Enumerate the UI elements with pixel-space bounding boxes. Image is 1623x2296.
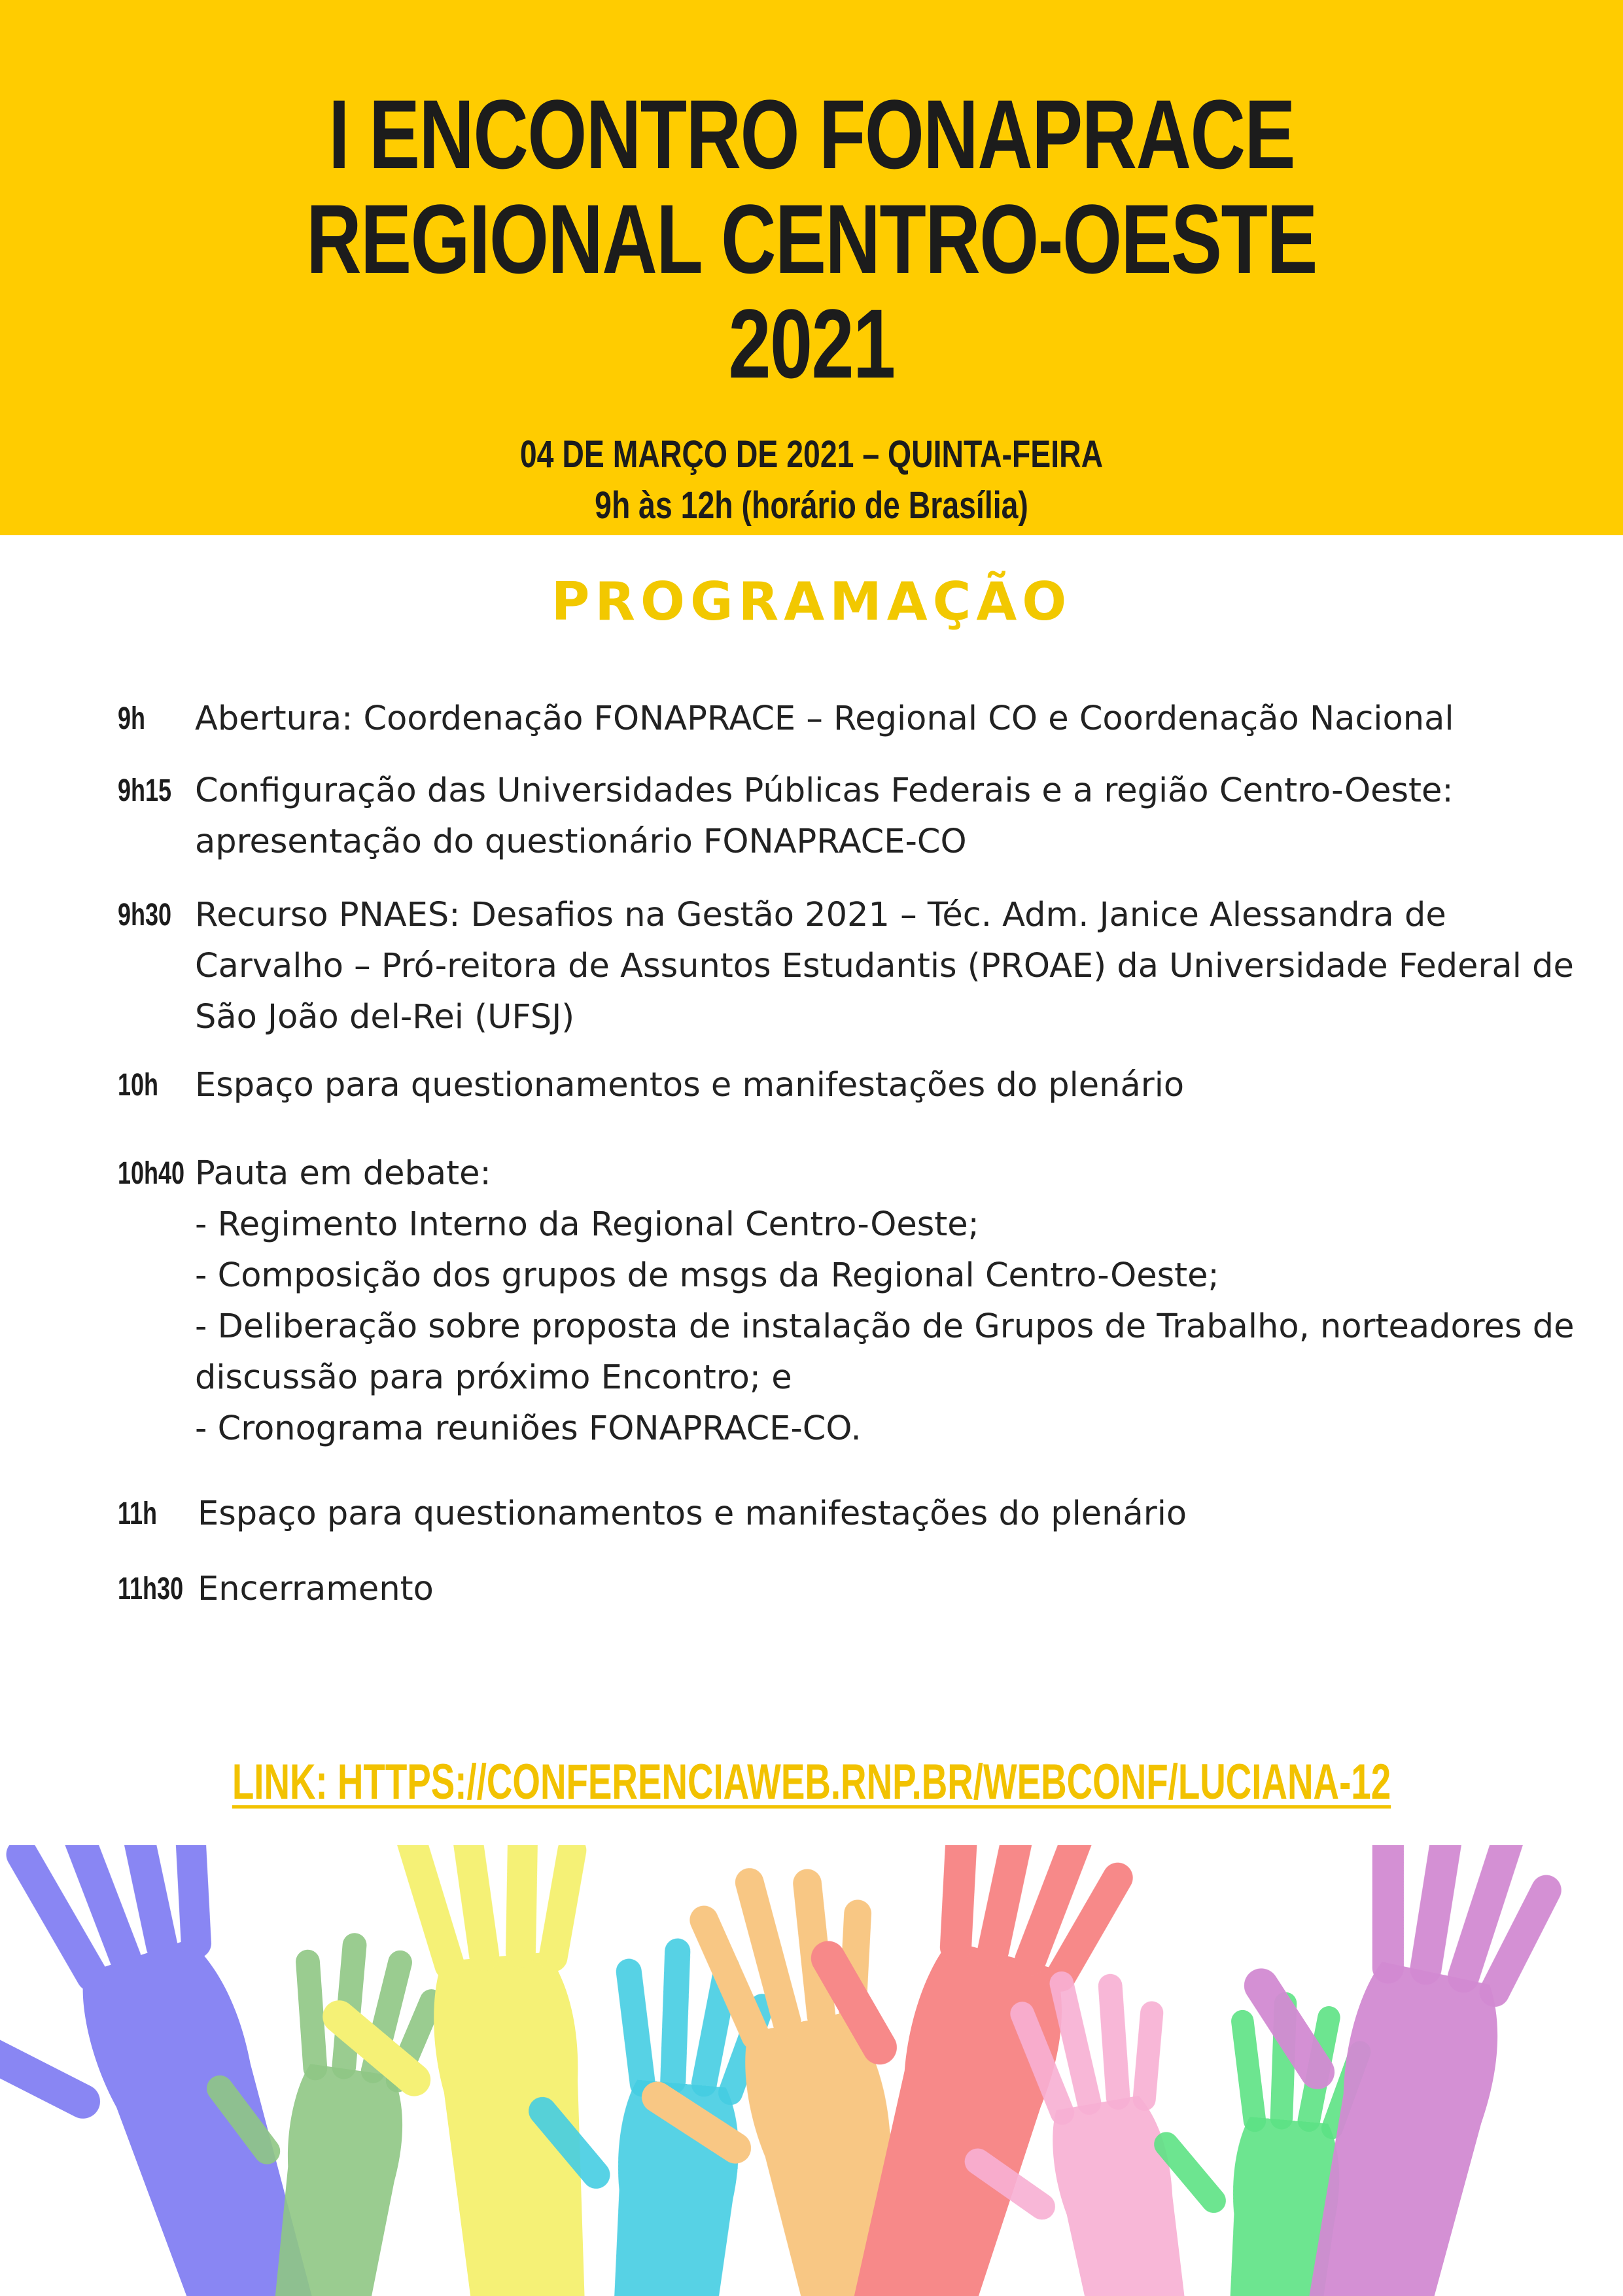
program-line: - Composição dos grupos de msgs da Regional Centro-Oeste; <box>195 1256 1219 1295</box>
program-line: Encerramento <box>198 1570 434 1608</box>
program-line: apresentação do questionário FONAPRACE-CO <box>195 822 967 861</box>
header-banner <box>0 0 1623 535</box>
program-description <box>195 890 1588 1043</box>
event-time: 9h às 12h (horário de Brasília) <box>595 484 1028 527</box>
webconference-link[interactable]: LINK: HTTPS://CONFERENCIAWEB.RNP.BR/WEBCONF/LUCIANA-12 <box>232 1754 1391 1810</box>
program-time: 10h40 <box>118 1156 185 1191</box>
program-line: Abertura: Coordenação FONAPRACE – Regional CO e Coordenação Nacional <box>195 699 1454 738</box>
event-datetime <box>162 429 1461 531</box>
program-line: - Deliberação sobre proposta de instalação de Grupos de Trabalho, norteadores de <box>195 1307 1575 1346</box>
program-description <box>195 694 1588 745</box>
title-line-1: I ENCONTRO FONAPRACE <box>328 79 1295 189</box>
program-description <box>198 1564 1591 1615</box>
program-line: - Cronograma reuniões FONAPRACE-CO. <box>195 1409 862 1448</box>
program-time: 11h <box>118 1496 158 1531</box>
program-line: Espaço para questionamentos e manifestações do plenário <box>195 1066 1185 1104</box>
program-time: 9h15 <box>118 773 172 808</box>
program-line: Espaço para questionamentos e manifestações do plenário <box>198 1494 1187 1533</box>
event-title <box>179 79 1444 398</box>
program-line: Recurso PNAES: Desafios na Gestão 2021 – Téc. Adm. Janice Alessandra de <box>195 896 1446 934</box>
program-description <box>195 766 1588 868</box>
program-time: 10h <box>118 1068 159 1103</box>
program-line: Carvalho – Pró-reitora de Assuntos Estudantis (PROAE) da Universidade Federal de <box>195 947 1574 985</box>
program-line: discussão para próximo Encontro; e <box>195 1358 792 1397</box>
program-description <box>195 1148 1588 1455</box>
event-date: 04 DE MARÇO DE 2021 – QUINTA-FEIRA <box>519 433 1104 476</box>
program-line: Pauta em debate: <box>195 1154 491 1193</box>
raised-hands-illustration <box>0 1845 1623 2296</box>
hand-icon <box>1168 1845 1580 2296</box>
title-line-2: REGIONAL CENTRO-OESTE <box>306 184 1317 294</box>
title-line-3: 2021 <box>728 289 895 398</box>
program-title: PROGRAMAÇÃO <box>551 571 1072 632</box>
program-line: São João del-Rei (UFSJ) <box>195 998 575 1036</box>
program-description <box>195 1060 1588 1111</box>
program-description <box>198 1489 1591 1540</box>
program-time: 9h <box>118 701 146 736</box>
program-time: 11h30 <box>118 1572 184 1606</box>
program-line: - Regimento Interno da Regional Centro-Oeste; <box>195 1205 979 1244</box>
program-time: 9h30 <box>118 898 172 932</box>
program-line: Configuração das Universidades Públicas Federais e a região Centro-Oeste: <box>195 771 1454 810</box>
